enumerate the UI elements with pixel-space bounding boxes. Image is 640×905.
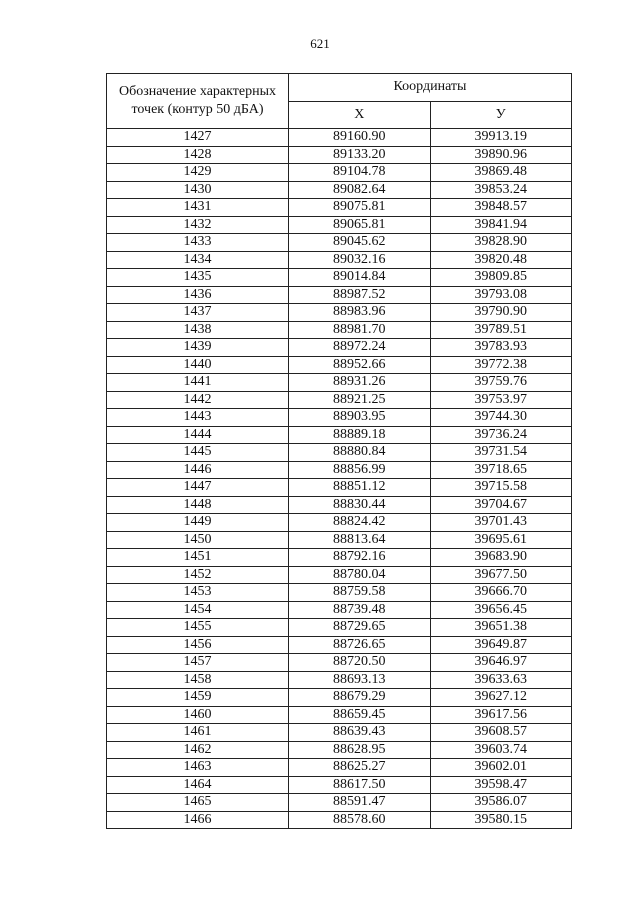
point-id-cell: 1437 [107, 304, 289, 322]
x-cell: 88617.50 [289, 776, 431, 794]
table-row [107, 444, 572, 462]
table-row [107, 286, 572, 304]
y-cell: 39666.70 [430, 584, 572, 602]
point-id-cell: 1459 [107, 689, 289, 707]
point-id-cell: 1443 [107, 409, 289, 427]
y-cell: 39677.50 [430, 566, 572, 584]
table-row [107, 461, 572, 479]
point-id-cell: 1449 [107, 514, 289, 532]
x-cell: 88824.42 [289, 514, 431, 532]
coordinates-table [106, 73, 572, 829]
table-row [107, 409, 572, 427]
y-cell: 39695.61 [430, 531, 572, 549]
y-cell: 39772.38 [430, 356, 572, 374]
table-row [107, 164, 572, 182]
table-row [107, 146, 572, 164]
point-id-cell: 1454 [107, 601, 289, 619]
x-cell: 88921.25 [289, 391, 431, 409]
table-row [107, 216, 572, 234]
y-cell: 39820.48 [430, 251, 572, 269]
y-cell: 39828.90 [430, 234, 572, 252]
point-id-cell: 1432 [107, 216, 289, 234]
point-id-cell: 1446 [107, 461, 289, 479]
x-cell: 89133.20 [289, 146, 431, 164]
table-row [107, 811, 572, 829]
point-id-cell: 1431 [107, 199, 289, 217]
x-cell: 88851.12 [289, 479, 431, 497]
y-cell: 39651.38 [430, 619, 572, 637]
x-cell: 88729.65 [289, 619, 431, 637]
table-row [107, 321, 572, 339]
x-cell: 88720.50 [289, 654, 431, 672]
y-cell: 39744.30 [430, 409, 572, 427]
x-cell: 89045.62 [289, 234, 431, 252]
point-id-cell: 1461 [107, 724, 289, 742]
x-cell: 88972.24 [289, 339, 431, 357]
point-id-cell: 1451 [107, 549, 289, 567]
y-cell: 39656.45 [430, 601, 572, 619]
table-row [107, 514, 572, 532]
table-row [107, 199, 572, 217]
x-cell: 88813.64 [289, 531, 431, 549]
point-id-cell: 1434 [107, 251, 289, 269]
point-id-cell: 1464 [107, 776, 289, 794]
point-id-cell: 1466 [107, 811, 289, 829]
y-cell: 39789.51 [430, 321, 572, 339]
point-id-cell: 1442 [107, 391, 289, 409]
y-cell: 39598.47 [430, 776, 572, 794]
point-id-cell: 1440 [107, 356, 289, 374]
x-cell: 89032.16 [289, 251, 431, 269]
x-cell: 88880.84 [289, 444, 431, 462]
header-coordinates: Координаты [289, 74, 572, 102]
table-row [107, 654, 572, 672]
table-row [107, 776, 572, 794]
table-row [107, 234, 572, 252]
y-cell: 39603.74 [430, 741, 572, 759]
x-cell: 88830.44 [289, 496, 431, 514]
x-cell: 88856.99 [289, 461, 431, 479]
table-row [107, 584, 572, 602]
x-cell: 89104.78 [289, 164, 431, 182]
table-row [107, 724, 572, 742]
header-y: У [430, 101, 572, 129]
point-id-cell: 1438 [107, 321, 289, 339]
x-cell: 89065.81 [289, 216, 431, 234]
y-cell: 39869.48 [430, 164, 572, 182]
table-row [107, 566, 572, 584]
y-cell: 39608.57 [430, 724, 572, 742]
table-row [107, 391, 572, 409]
y-cell: 39731.54 [430, 444, 572, 462]
y-cell: 39848.57 [430, 199, 572, 217]
x-cell: 88679.29 [289, 689, 431, 707]
x-cell: 88780.04 [289, 566, 431, 584]
table-row [107, 794, 572, 812]
y-cell: 39586.07 [430, 794, 572, 812]
point-id-cell: 1457 [107, 654, 289, 672]
table-row [107, 706, 572, 724]
point-id-cell: 1456 [107, 636, 289, 654]
x-cell: 89082.64 [289, 181, 431, 199]
x-cell: 88987.52 [289, 286, 431, 304]
x-cell: 88628.95 [289, 741, 431, 759]
table-row [107, 339, 572, 357]
y-cell: 39718.65 [430, 461, 572, 479]
point-id-cell: 1462 [107, 741, 289, 759]
x-cell: 88981.70 [289, 321, 431, 339]
point-id-cell: 1433 [107, 234, 289, 252]
point-id-cell: 1465 [107, 794, 289, 812]
x-cell: 88759.58 [289, 584, 431, 602]
point-id-cell: 1450 [107, 531, 289, 549]
y-cell: 39715.58 [430, 479, 572, 497]
table-row [107, 426, 572, 444]
y-cell: 39701.43 [430, 514, 572, 532]
table-row [107, 619, 572, 637]
point-id-cell: 1463 [107, 759, 289, 777]
y-cell: 39633.63 [430, 671, 572, 689]
point-id-cell: 1448 [107, 496, 289, 514]
table-row [107, 636, 572, 654]
y-cell: 39913.19 [430, 129, 572, 147]
point-id-cell: 1444 [107, 426, 289, 444]
x-cell: 88659.45 [289, 706, 431, 724]
table-row [107, 549, 572, 567]
table-body [107, 129, 572, 829]
y-cell: 39649.87 [430, 636, 572, 654]
table-row [107, 479, 572, 497]
y-cell: 39790.90 [430, 304, 572, 322]
point-id-cell: 1429 [107, 164, 289, 182]
table-row [107, 496, 572, 514]
y-cell: 39617.56 [430, 706, 572, 724]
x-cell: 89014.84 [289, 269, 431, 287]
point-id-cell: 1447 [107, 479, 289, 497]
table-row [107, 356, 572, 374]
point-id-cell: 1458 [107, 671, 289, 689]
point-id-cell: 1430 [107, 181, 289, 199]
point-id-cell: 1428 [107, 146, 289, 164]
x-cell: 88889.18 [289, 426, 431, 444]
x-cell: 88983.96 [289, 304, 431, 322]
table-row [107, 129, 572, 147]
point-id-cell: 1436 [107, 286, 289, 304]
table-row [107, 531, 572, 549]
y-cell: 39580.15 [430, 811, 572, 829]
x-cell: 88578.60 [289, 811, 431, 829]
table-row [107, 741, 572, 759]
table-row [107, 671, 572, 689]
y-cell: 39841.94 [430, 216, 572, 234]
y-cell: 39793.08 [430, 286, 572, 304]
x-cell: 89075.81 [289, 199, 431, 217]
x-cell: 88931.26 [289, 374, 431, 392]
point-id-cell: 1427 [107, 129, 289, 147]
x-cell: 88625.27 [289, 759, 431, 777]
point-id-cell: 1460 [107, 706, 289, 724]
table-row [107, 304, 572, 322]
point-id-cell: 1453 [107, 584, 289, 602]
x-cell: 89160.90 [289, 129, 431, 147]
y-cell: 39704.67 [430, 496, 572, 514]
y-cell: 39809.85 [430, 269, 572, 287]
y-cell: 39736.24 [430, 426, 572, 444]
x-cell: 88693.13 [289, 671, 431, 689]
y-cell: 39890.96 [430, 146, 572, 164]
x-cell: 88952.66 [289, 356, 431, 374]
x-cell: 88591.47 [289, 794, 431, 812]
table-row [107, 759, 572, 777]
table-row [107, 601, 572, 619]
x-cell: 88739.48 [289, 601, 431, 619]
point-id-cell: 1441 [107, 374, 289, 392]
x-cell: 88903.95 [289, 409, 431, 427]
header-x: X [289, 101, 431, 129]
y-cell: 39759.76 [430, 374, 572, 392]
y-cell: 39602.01 [430, 759, 572, 777]
y-cell: 39683.90 [430, 549, 572, 567]
point-id-cell: 1452 [107, 566, 289, 584]
table-row [107, 689, 572, 707]
x-cell: 88639.43 [289, 724, 431, 742]
point-id-cell: 1435 [107, 269, 289, 287]
y-cell: 39753.97 [430, 391, 572, 409]
table-row [107, 374, 572, 392]
y-cell: 39853.24 [430, 181, 572, 199]
table-row [107, 269, 572, 287]
point-id-cell: 1455 [107, 619, 289, 637]
y-cell: 39783.93 [430, 339, 572, 357]
point-id-cell: 1439 [107, 339, 289, 357]
table-row [107, 251, 572, 269]
header-designation: Обозначение характерных точек (контур 50 дБА) [107, 74, 289, 129]
table-row [107, 181, 572, 199]
x-cell: 88726.65 [289, 636, 431, 654]
point-id-cell: 1445 [107, 444, 289, 462]
y-cell: 39627.12 [430, 689, 572, 707]
page-number: 621 [310, 36, 330, 51]
x-cell: 88792.16 [289, 549, 431, 567]
y-cell: 39646.97 [430, 654, 572, 672]
